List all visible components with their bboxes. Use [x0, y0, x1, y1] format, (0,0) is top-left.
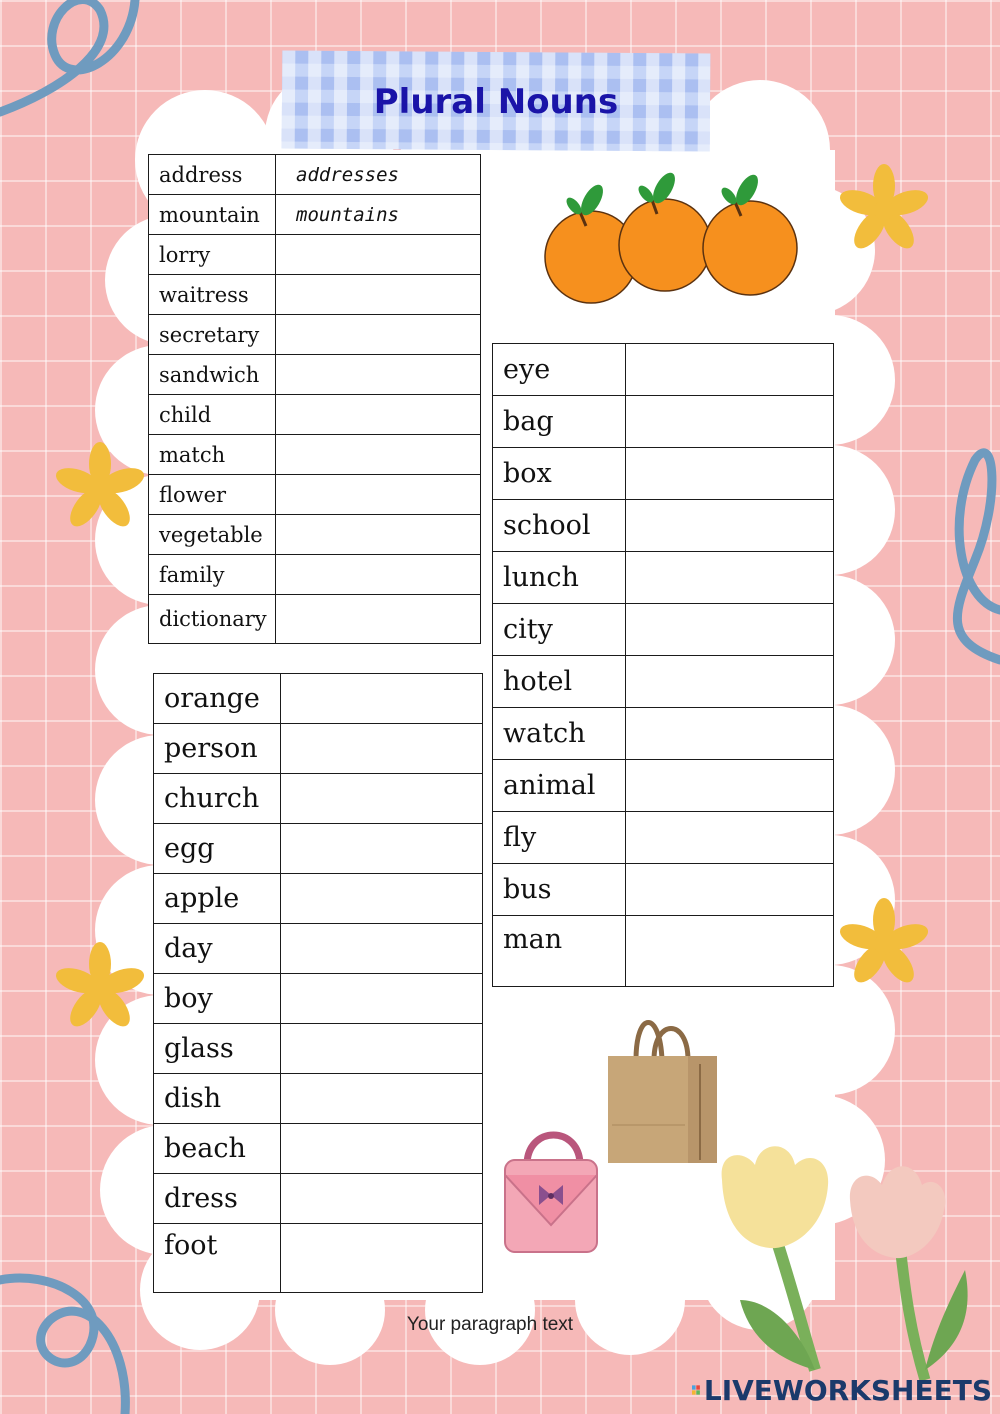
plural-answer-field[interactable]: [276, 275, 481, 315]
plural-answer-field[interactable]: [276, 235, 481, 275]
page-title: Plural Nouns: [373, 82, 619, 122]
plural-answer-field[interactable]: [626, 552, 834, 604]
noun-cell: church: [154, 774, 281, 824]
table-row: [149, 315, 481, 355]
noun-cell: address: [149, 155, 276, 195]
plural-answer-field[interactable]: [281, 1174, 483, 1224]
noun-cell: sandwich: [149, 355, 276, 395]
word-table-c: [492, 343, 834, 987]
noun-cell: vegetable: [149, 515, 276, 555]
noun-cell: match: [149, 435, 276, 475]
table-row: [493, 864, 834, 916]
table-row: [493, 396, 834, 448]
noun-cell: bus: [493, 864, 626, 916]
plural-answer-field[interactable]: [626, 448, 834, 500]
table-row: [149, 355, 481, 395]
plural-answer-field[interactable]: [626, 344, 834, 396]
liveworksheets-logo[interactable]: [692, 1370, 992, 1410]
word-table-a: [148, 154, 481, 644]
noun-cell: orange: [154, 674, 281, 724]
table-row: [149, 595, 481, 644]
noun-cell: secretary: [149, 315, 276, 355]
table-row: [154, 924, 483, 974]
noun-cell: fly: [493, 812, 626, 864]
table-row: [154, 1224, 483, 1293]
swirl-top-left: [0, 0, 135, 112]
noun-cell: flower: [149, 475, 276, 515]
plural-answer-field[interactable]: [276, 435, 481, 475]
table-row: [154, 824, 483, 874]
noun-cell: city: [493, 604, 626, 656]
plural-answer-field[interactable]: [281, 874, 483, 924]
table-row: [149, 395, 481, 435]
noun-cell: school: [493, 500, 626, 552]
noun-cell: day: [154, 924, 281, 974]
plural-answer-field[interactable]: [276, 475, 481, 515]
noun-cell: lunch: [493, 552, 626, 604]
noun-cell: apple: [154, 874, 281, 924]
table-row: [154, 1024, 483, 1074]
table-row: [149, 275, 481, 315]
table-row: [149, 155, 481, 195]
noun-cell: person: [154, 724, 281, 774]
plural-answer-field[interactable]: [626, 916, 834, 987]
noun-cell: lorry: [149, 235, 276, 275]
liveworksheets-icon: [692, 1377, 700, 1403]
noun-cell: dress: [154, 1174, 281, 1224]
noun-cell: glass: [154, 1024, 281, 1074]
table-row: [154, 1074, 483, 1124]
noun-cell: beach: [154, 1124, 281, 1174]
plural-answer-field[interactable]: [281, 924, 483, 974]
plural-answer-field[interactable]: [276, 395, 481, 435]
paragraph-placeholder-text: Your paragraph text: [406, 1314, 574, 1335]
noun-cell: family: [149, 555, 276, 595]
table-row: [493, 708, 834, 760]
plural-answer-field[interactable]: [281, 674, 483, 724]
table-row: [493, 448, 834, 500]
noun-cell: waitress: [149, 275, 276, 315]
noun-cell: animal: [493, 760, 626, 812]
noun-cell: box: [493, 448, 626, 500]
plural-answer-field[interactable]: [281, 1124, 483, 1174]
plural-answer-field[interactable]: [281, 1074, 483, 1124]
noun-cell: eye: [493, 344, 626, 396]
plural-answer-field[interactable]: [281, 824, 483, 874]
plural-answer-field[interactable]: [281, 774, 483, 824]
brand-name: LIVEWORKSHEETS: [703, 1373, 992, 1407]
noun-cell: dish: [154, 1074, 281, 1124]
noun-cell: boy: [154, 974, 281, 1024]
table-row: [154, 874, 483, 924]
noun-cell: watch: [493, 708, 626, 760]
table-row: [154, 724, 483, 774]
table-row: [149, 195, 481, 235]
plural-answer-field[interactable]: [276, 515, 481, 555]
plural-answer-field[interactable]: [626, 760, 834, 812]
table-row: [154, 1174, 483, 1224]
swirl-right: [957, 453, 1000, 660]
table-row: [493, 552, 834, 604]
table-row: [493, 604, 834, 656]
table-row: [149, 435, 481, 475]
noun-cell: child: [149, 395, 276, 435]
noun-cell: bag: [493, 396, 626, 448]
plural-answer-field[interactable]: [281, 724, 483, 774]
table-row: [154, 1124, 483, 1174]
plural-answer-field[interactable]: [281, 1224, 483, 1293]
table-row: [493, 916, 834, 987]
table-row: [493, 500, 834, 552]
noun-cell: egg: [154, 824, 281, 874]
plural-answer-field[interactable]: [276, 595, 481, 644]
plural-answer-field[interactable]: mountains: [276, 195, 481, 235]
table-row: [149, 515, 481, 555]
noun-cell: man: [493, 916, 626, 987]
plural-answer-field[interactable]: [626, 604, 834, 656]
plural-answer-field[interactable]: [276, 555, 481, 595]
plural-answer-field[interactable]: [626, 396, 834, 448]
table-row: [493, 812, 834, 864]
word-table-b: [153, 673, 483, 1293]
table-row: [154, 774, 483, 824]
plural-answer-field[interactable]: [281, 1024, 483, 1074]
table-row: [493, 656, 834, 708]
plural-answer-field[interactable]: [276, 315, 481, 355]
plural-answer-field[interactable]: [626, 656, 834, 708]
table-row: [154, 674, 483, 724]
table-row: [154, 974, 483, 1024]
table-row: [149, 235, 481, 275]
plural-answer-field[interactable]: addresses: [276, 155, 481, 195]
table-row: [493, 760, 834, 812]
noun-cell: hotel: [493, 656, 626, 708]
plural-answer-field[interactable]: [626, 864, 834, 916]
plural-answer-field[interactable]: [276, 355, 481, 395]
noun-cell: mountain: [149, 195, 276, 235]
table-row: [149, 475, 481, 515]
table-row: [493, 344, 834, 396]
plural-answer-field[interactable]: [626, 708, 834, 760]
noun-cell: dictionary: [149, 595, 276, 644]
plural-answer-field[interactable]: [626, 500, 834, 552]
swirl-bottom-left: [0, 1278, 125, 1414]
plural-answer-field[interactable]: [626, 812, 834, 864]
table-row: [149, 555, 481, 595]
plural-answer-field[interactable]: [281, 974, 483, 1024]
noun-cell: foot: [154, 1224, 281, 1293]
